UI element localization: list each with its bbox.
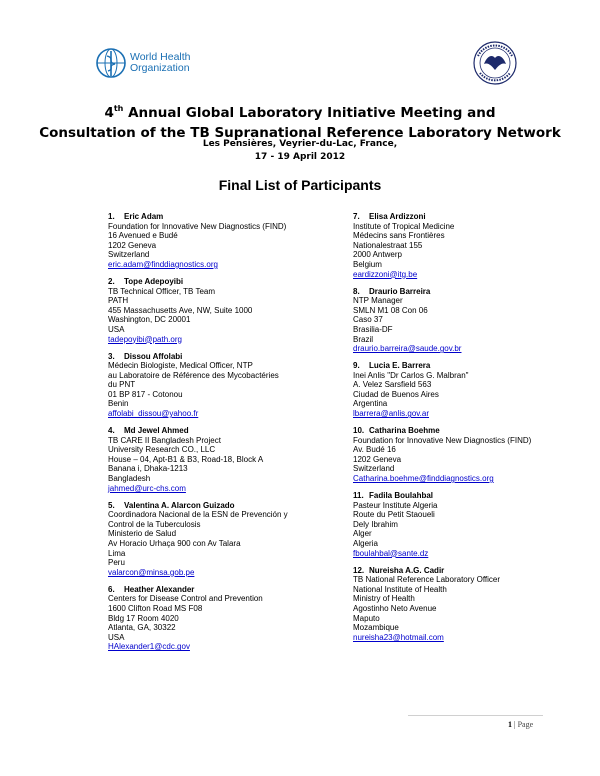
- address-line: Maputo: [353, 613, 380, 623]
- email-link[interactable]: HAlexander1@cdc.gov: [108, 642, 190, 652]
- address-line: 455 Massachusetts Ave, NW, Suite 1000: [108, 305, 253, 315]
- address-line: Lima: [108, 548, 126, 558]
- address-line: SMLN M1 08 Con 06: [353, 305, 428, 315]
- address-line: Ministry of Health: [353, 594, 415, 604]
- document-title: Final List of Participants: [218, 177, 382, 193]
- address-line: Médecins sans Frontières: [353, 231, 445, 241]
- address-line: USA: [108, 324, 125, 334]
- title-ordinal-suffix: th: [113, 104, 124, 113]
- address-line: 1202 Geneva: [353, 454, 402, 464]
- participant-entry: [108, 426, 348, 493]
- email-link[interactable]: eric.adam@finddiagnostics.org: [108, 259, 218, 269]
- address-line: Coordinadora Nacional de la ESN de Prevención y: [108, 510, 288, 520]
- page-number-value: 1: [508, 720, 512, 729]
- participant-name: [108, 585, 348, 595]
- participant-name: [353, 361, 578, 371]
- participant-number: 3.: [108, 351, 115, 361]
- address-line: Route du Petit Staoueli: [353, 510, 435, 520]
- address-line: Belgium: [353, 259, 382, 269]
- address-line: Switzerland: [353, 464, 395, 474]
- participant-name-text: Elisa Ardizzoni: [369, 212, 426, 221]
- participant-number: 8.: [353, 286, 360, 296]
- participant-name-text: Dissou Affolabi: [124, 351, 183, 361]
- participant-entry: [353, 361, 578, 419]
- address-line: Brasilia-DF: [353, 324, 393, 334]
- address-line: Centers for Disease Control and Prevention: [108, 594, 263, 604]
- address-line: University Research CO., LLC: [108, 445, 216, 455]
- participant-entry: [108, 212, 348, 270]
- email-link[interactable]: draurio.barreira@saude.gov.br: [353, 344, 462, 354]
- participant-entry: [108, 501, 348, 578]
- address-line: A. Velez Sarsfield 563: [353, 380, 432, 390]
- title-line-2: Consultation of the TB Supranational Reference Laboratory Network: [39, 125, 561, 141]
- email-link[interactable]: jahmed@urc-chs.com: [108, 483, 186, 493]
- title-line-1-text: Annual Global Laboratory Initiative Meeting and: [123, 105, 496, 121]
- address-line: TB Technical Officer, TB Team: [108, 286, 216, 296]
- address-line: du PNT: [108, 380, 136, 390]
- participant-name-text: Valentina A. Alarcon Guizado: [124, 500, 235, 510]
- participant-name: [108, 501, 348, 511]
- participants-column-left: [108, 212, 348, 659]
- page-number: 1 | Page: [508, 720, 534, 729]
- participant-name: [108, 352, 348, 362]
- participant-number: 4.: [108, 426, 115, 436]
- address-line: TB National Reference Laboratory Officer: [353, 575, 501, 585]
- address-line: Bangladesh: [108, 474, 151, 484]
- participant-entry: [353, 491, 578, 558]
- address-line: Mozambique: [353, 623, 399, 633]
- participant-name: [353, 566, 578, 576]
- address-line: Foundation for Innovative New Diagnostics (FIND): [108, 221, 287, 231]
- address-line: Inei Anlis "Dr Carlos G. Malbran": [353, 370, 469, 380]
- participant-entry: [353, 426, 578, 484]
- participant-name-text: Nureisha A.G. Cadir: [369, 565, 445, 575]
- address-line: House – 04, Apt-B1 & B3, Road-18, Block A: [108, 454, 264, 464]
- participant-number: 1.: [108, 212, 115, 221]
- meeting-title: [0, 103, 600, 143]
- title-line-1: [0, 103, 600, 123]
- address-line: Washington, DC 20001: [108, 315, 191, 325]
- participant-number: 7.: [353, 212, 360, 221]
- participant-name-text: Draurio Barreira: [369, 286, 431, 296]
- address-line: Pasteur Institute Algeria: [353, 500, 438, 510]
- address-line: 1202 Geneva: [108, 240, 157, 250]
- participant-entry: [353, 287, 578, 354]
- address-line: TB CARE II Bangladesh Project: [108, 435, 221, 445]
- address-line: 16 Avenued e Budé: [108, 231, 178, 241]
- address-line: 1600 Clifton Road MS F08: [108, 603, 203, 613]
- address-line: Caso 37: [353, 315, 383, 325]
- participant-number: 5.: [108, 500, 115, 510]
- participant-name: [353, 426, 578, 436]
- address-line: Atlanta, GA, 30322: [108, 623, 176, 633]
- who-name-line2: Organization: [130, 62, 190, 74]
- address-line: Ministerio de Salud: [108, 529, 177, 539]
- participant-name: [108, 212, 348, 222]
- address-line: Control de la Tuberculosis: [108, 519, 201, 529]
- participant-number: 11.: [353, 491, 364, 500]
- email-link[interactable]: tadepoyibi@path.org: [108, 334, 182, 344]
- address-line: Agostinho Neto Avenue: [353, 603, 437, 613]
- seal-logo-icon: [472, 40, 518, 86]
- participant-name-text: Catharina Boehme: [369, 426, 440, 436]
- email-link[interactable]: Catharina.boehme@finddiagnostics.org: [353, 474, 494, 484]
- participant-entry: [108, 277, 348, 344]
- address-line: Alger: [353, 529, 372, 539]
- address-line: NTP Manager: [353, 296, 403, 306]
- title-ordinal: 4: [104, 105, 114, 121]
- participant-name: [108, 277, 348, 287]
- address-line: Banana i, Dhaka-1213: [108, 464, 188, 474]
- participant-name-text: Fadila Boulahbal: [369, 491, 434, 500]
- address-line: 2000 Antwerp: [353, 250, 402, 260]
- who-emblem-icon: [95, 47, 127, 79]
- participants-column-right: [353, 212, 578, 650]
- participant-entry: [108, 585, 348, 652]
- participant-number: 2.: [108, 276, 115, 286]
- address-line: Argentina: [353, 399, 388, 409]
- address-line: USA: [108, 632, 125, 642]
- address-line: Algeria: [353, 538, 378, 548]
- address-line: Institute of Tropical Medicine: [353, 221, 455, 231]
- venue-location: Les Pensières, Veyrier-du-Lac, France,: [202, 139, 398, 149]
- address-line: Switzerland: [108, 250, 150, 260]
- address-line: 01 BP 817 - Cotonou: [108, 389, 183, 399]
- participant-entry: [353, 212, 578, 279]
- participant-entry: [108, 352, 348, 419]
- venue-dates: 17 - 19 April 2012: [254, 152, 346, 162]
- venue-block: [0, 138, 600, 164]
- footer-divider: [408, 715, 543, 716]
- address-line: Foundation for Innovative New Diagnostics (FIND): [353, 435, 532, 445]
- email-link[interactable]: lbarrera@anlis.gov.ar: [353, 409, 430, 419]
- address-line: Av Horacio Urhaça 900 con Av Talara: [108, 538, 241, 548]
- address-line: PATH: [108, 296, 129, 306]
- participant-number: 6.: [108, 584, 115, 594]
- email-link[interactable]: affolabi_dissou@yahoo.fr: [108, 409, 199, 419]
- participant-number: 12.: [353, 565, 365, 575]
- address-line: Peru: [108, 558, 125, 568]
- email-link[interactable]: fboulahbal@sante.dz: [353, 548, 429, 558]
- participant-name-text: Lucia E. Barrera: [369, 361, 431, 371]
- participant-name-text: Md Jewel Ahmed: [124, 426, 189, 436]
- address-line: Av. Budé 16: [353, 445, 396, 455]
- who-name-line1: World Health: [130, 51, 191, 63]
- address-line: Médecin Biologiste, Medical Officer, NTP: [108, 361, 253, 371]
- address-line: Ciudad de Buenos Aires: [353, 389, 439, 399]
- participant-name: [353, 212, 578, 222]
- participant-name-text: Tope Adepoyibi: [124, 276, 184, 286]
- address-line: Bldg 17 Room 4020: [108, 613, 179, 623]
- participant-number: 9.: [353, 361, 360, 371]
- address-line: Brazil: [353, 334, 374, 344]
- participant-name-text: Eric Adam: [124, 212, 164, 221]
- address-line: Nationalestraat 155: [353, 240, 423, 250]
- participant-name-text: Heather Alexander: [124, 584, 195, 594]
- participant-name: [353, 491, 578, 501]
- email-link[interactable]: nureisha23@hotmail.com: [353, 632, 444, 642]
- address-line: National Institute of Health: [353, 584, 447, 594]
- participant-name: [108, 426, 348, 436]
- email-link[interactable]: valarcon@minsa.gob.pe: [108, 567, 195, 577]
- who-logo: [95, 47, 191, 79]
- address-line: Benin: [108, 399, 129, 409]
- page-label: Page: [517, 720, 534, 729]
- participant-entry: [353, 566, 578, 643]
- email-link[interactable]: eardizzoni@itg.be: [353, 269, 418, 279]
- address-line: Dely Ibrahim: [353, 519, 398, 529]
- participant-number: 10.: [353, 426, 365, 436]
- participant-name: [353, 287, 578, 297]
- address-line: au Laboratoire de Référence des Mycobactéries: [108, 370, 279, 380]
